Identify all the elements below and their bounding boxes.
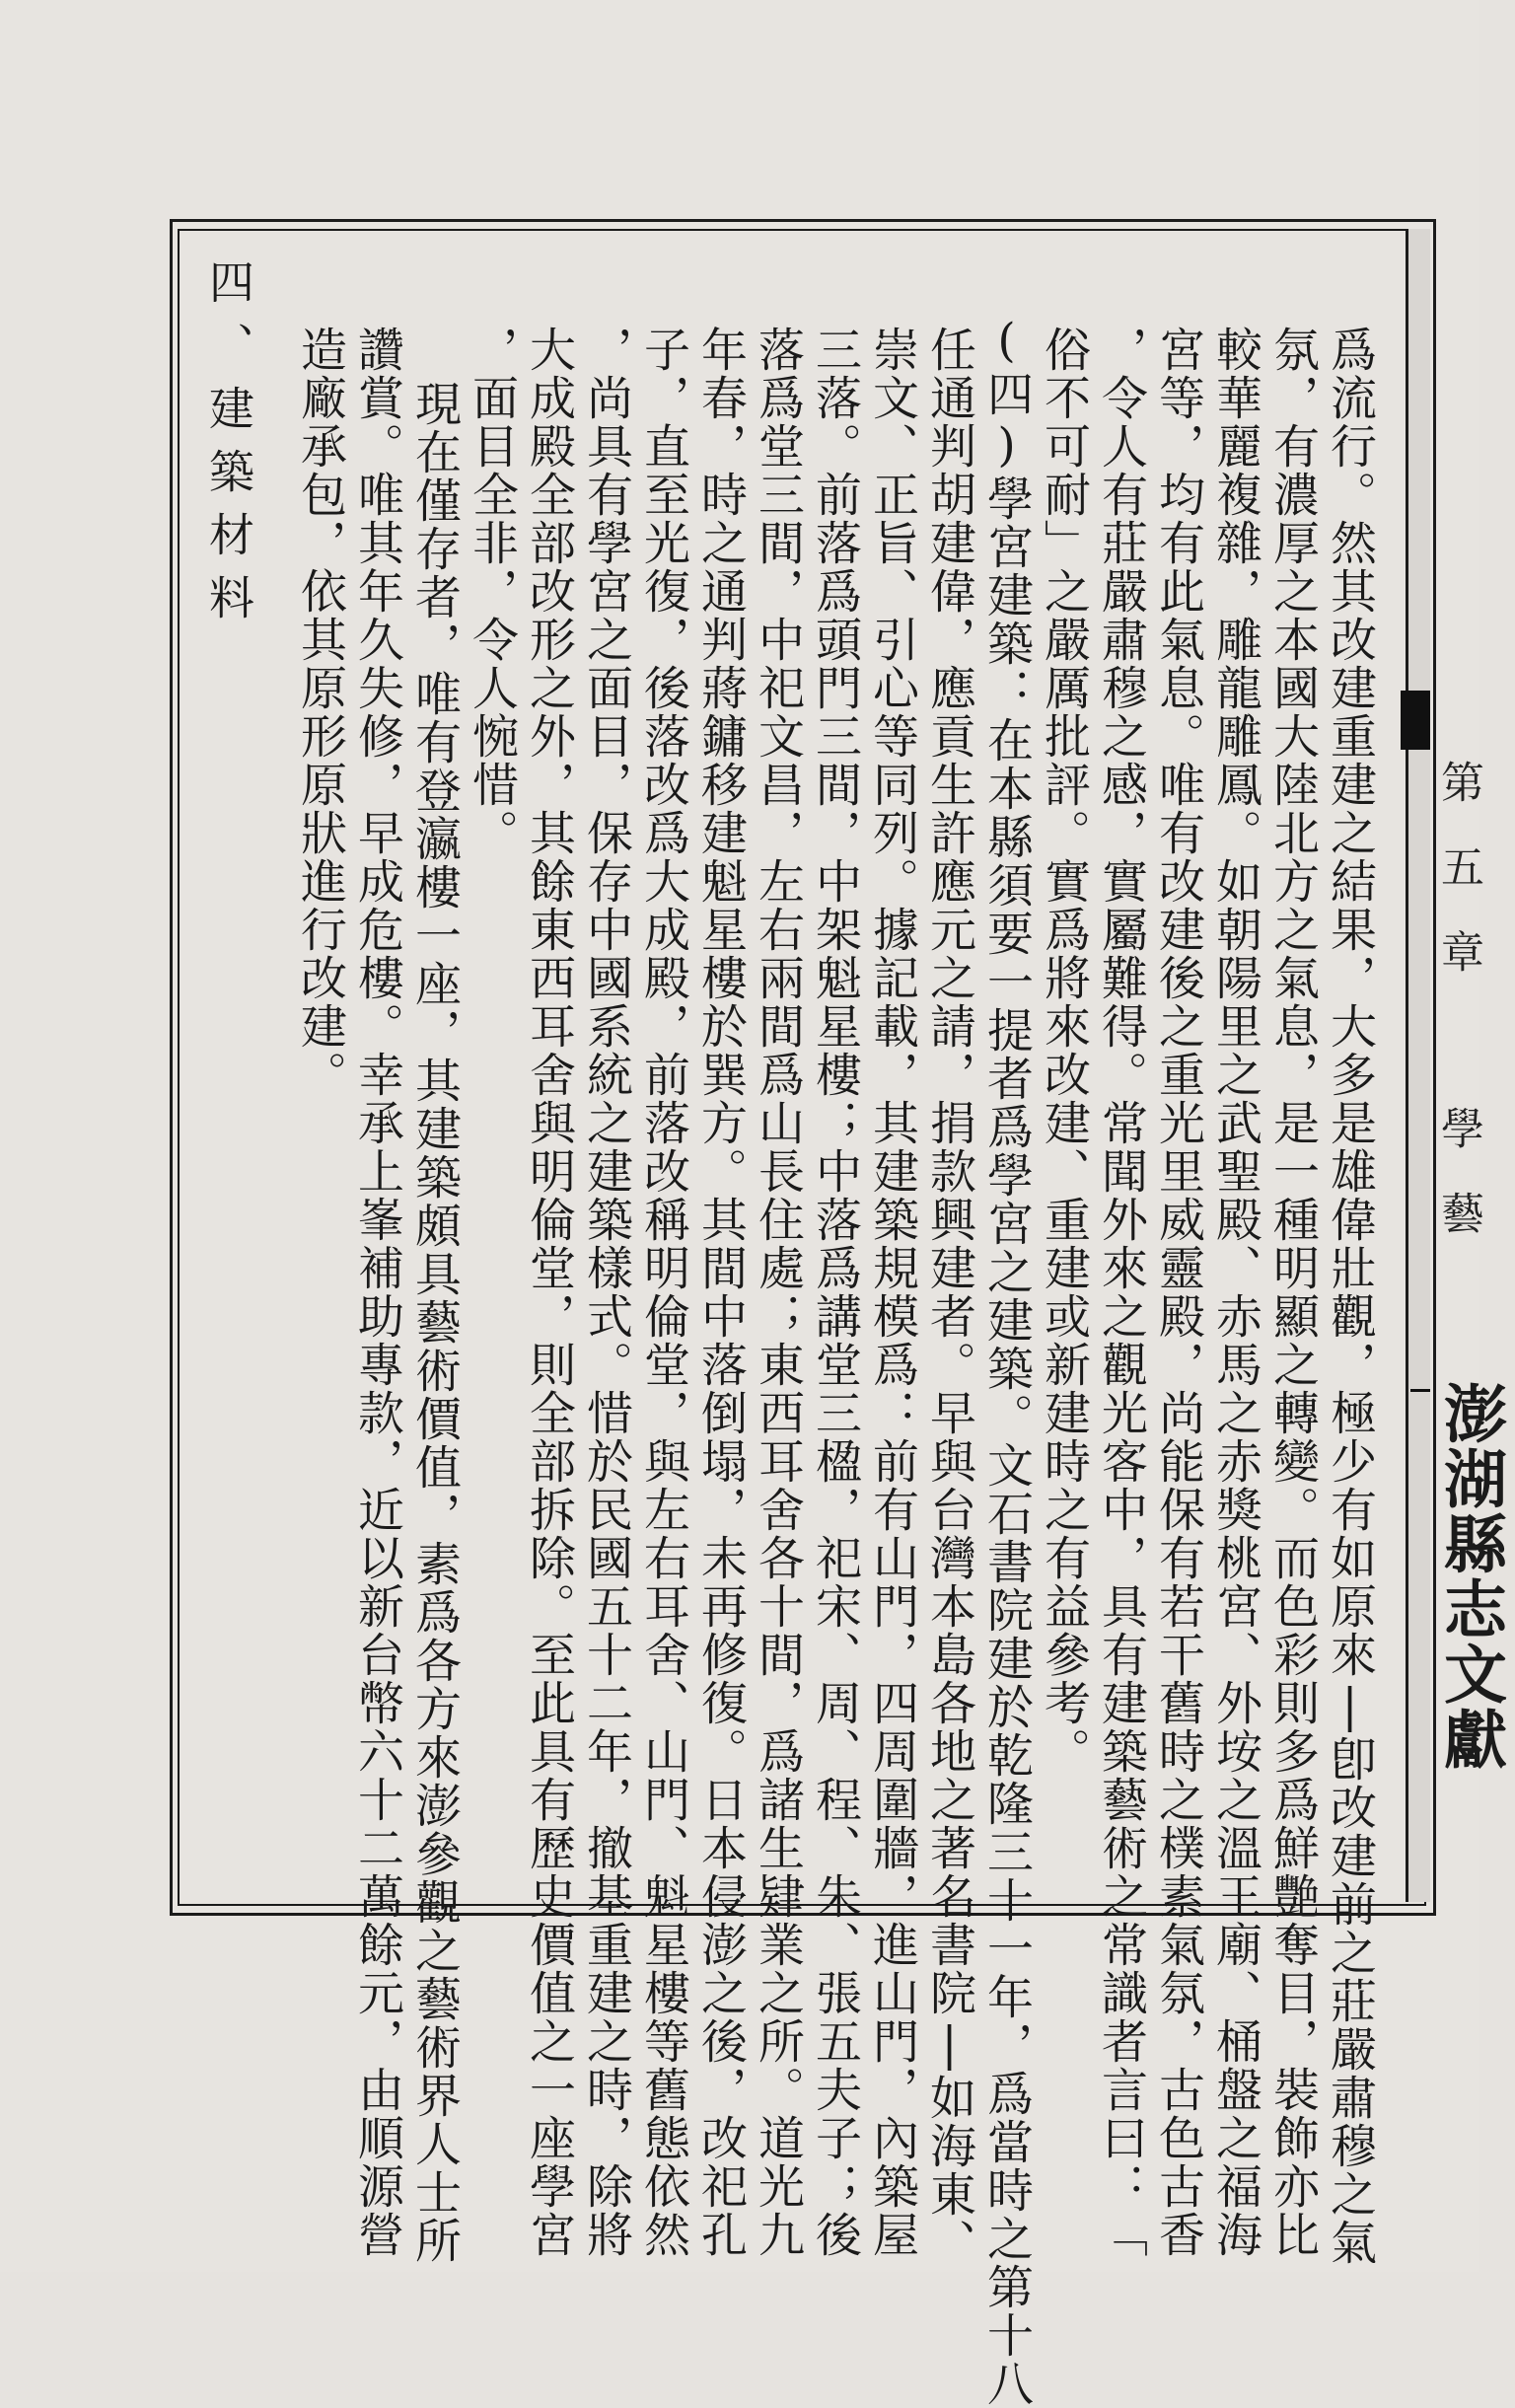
text-column: 年春，時之通判蔣鏞移建魁星樓於巽方。其間中落倒塌，未再修復。日本侵澎之後，改祀孔 <box>693 326 748 2259</box>
text-column: 讚賞。唯其年久失修，早成危樓。幸承上峯補助專款，近以新台幣六十二萬餘元，由順源營 <box>350 326 404 2259</box>
text-column: 現在僅存者，唯有登瀛樓一座，其建築頗具藝術價值，素爲各方來澎參觀之藝術界人士所 <box>407 380 462 2265</box>
text-column: 爲流行。然其改建重建之結果，大多是雄偉壯觀，極少有如原來|卽改建前之莊嚴肅穆之氣 <box>1323 326 1377 2267</box>
text-column: 造廠承包，依其原形原狀進行改建。 <box>293 326 347 1099</box>
text-column: 氛，有濃厚之本國大陸北方之氣息，是一種明顯之轉變。而色彩則多爲鮮艷奪目，裝飾亦比 <box>1265 326 1320 2259</box>
text-column: 大成殿全部改形之外，其餘東西耳舍與明倫堂，則全部拆除。至此具有歷史價值之一座學宮 <box>522 326 576 2259</box>
text-column: 較華麗複雜，雕龍雕鳳。如朝陽里之武聖殿、赤馬之赤獎桃宮、外垵之溫王廟、桶盤之福海 <box>1208 326 1262 2259</box>
book-title-running-head: 澎湖縣志文獻 <box>1433 1381 1507 1772</box>
text-column: 俗不可耐」之嚴厲批評。實爲將來改建、重建或新建時之有益參考。 <box>1037 326 1091 1776</box>
text-column: 崇文、正旨、引心等同列。據記載，其建築規模爲：前有山門，四周圍牆，進山門，內築屋 <box>865 326 919 2259</box>
text-column: ，面目全非，令人惋惜。 <box>465 326 519 857</box>
text-column: ，尚具有學宮之面目，保存中國系統之建築樣式。惜於民國五十二年，撤基重建之時，除將 <box>579 326 633 2259</box>
text-column: ，令人有莊嚴肅穆之感，實屬難得。常聞外來之觀光客中，具有建築藝術之常識者言曰：「 <box>1094 326 1148 2259</box>
header-divider <box>1406 229 1408 1902</box>
chapter-running-head: 第五章 學藝 <box>1433 760 1483 1276</box>
text-column: 三落。前落爲頭門三間，中架魁星樓；中落爲講堂三楹，祀宋、周、程、朱、張五夫子；後 <box>808 326 862 2259</box>
text-column: 子，直至光復，後落改爲大成殿，前落改稱明倫堂，與左右耳舍、山門、魁星樓等舊態依然 <box>636 326 690 2259</box>
text-column: 落爲堂三間，中祀文昌，左右兩間爲山長住處；東西耳舍各十間，爲諸生肄業之所。道光九 <box>751 326 805 2259</box>
subsection-heading: 四、建築材料 <box>202 258 255 637</box>
section-heading-column: (四)學宮建築：在本縣須要一提者爲學宮之建築。文石書院建於乾隆三十一年，爲當時之第十八 <box>979 314 1034 2408</box>
print-mark <box>1401 691 1430 750</box>
text-column: 宮等，均有此氣息。唯有改建後之重光里威靈殿，尚能保有若干舊時之樸素氣氛，古色古香 <box>1151 326 1205 2259</box>
text-column: 任通判胡建偉，應貢生許應元之請，捐款興建者。早與台灣本島各地之著名書院|如海東、 <box>922 326 976 2267</box>
